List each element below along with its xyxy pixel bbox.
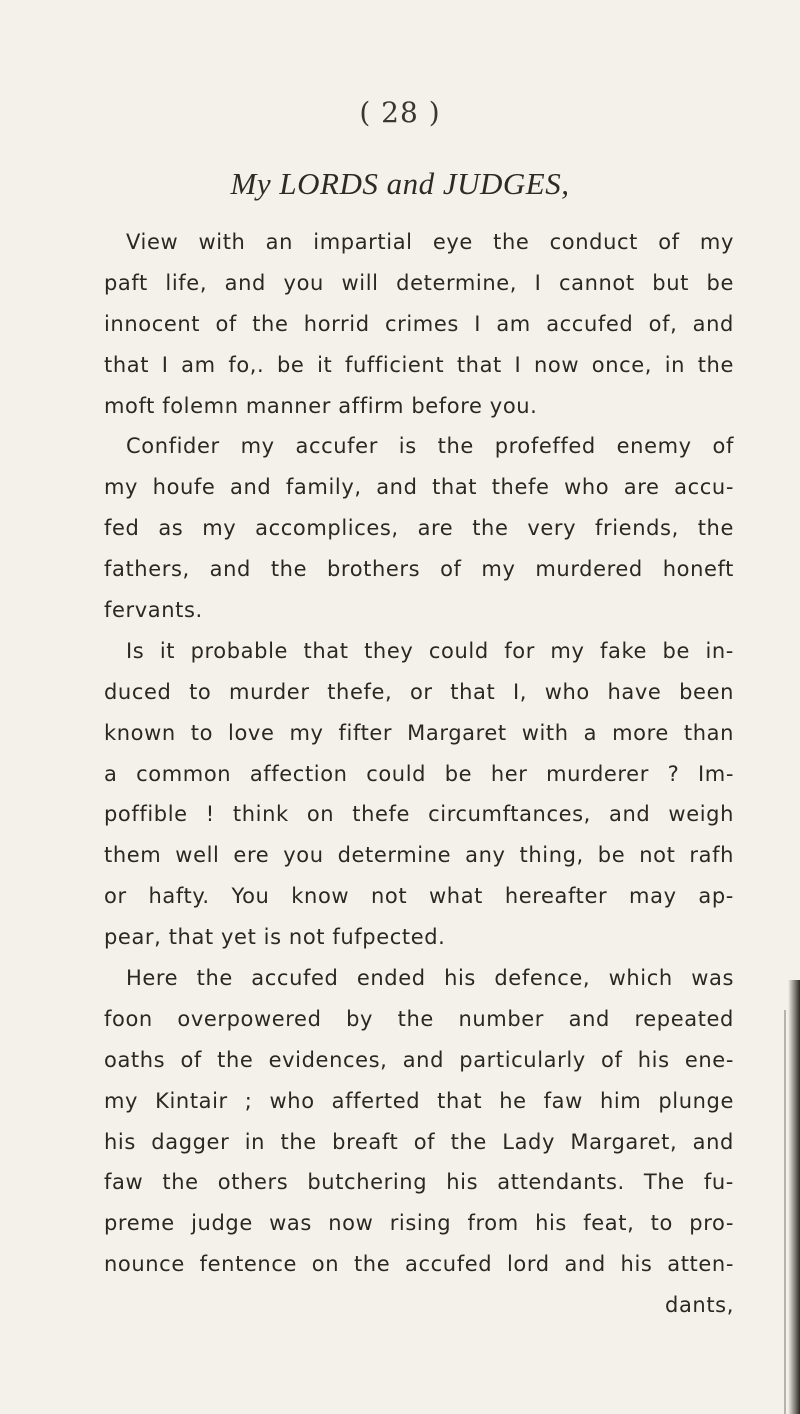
page-edge-shadow [788,980,800,1414]
text-line: fed as my accomplices, are the very friends, the [104,516,734,541]
text-line: innocent of the horrid crimes I am accufed of, and [104,311,734,336]
text-line: my Kintair ; who afferted that he faw him plunge [104,1088,734,1113]
text-line: pear, that yet is not fufpected. [104,925,446,950]
page-edge-line [784,1010,786,1414]
page-number: ( 28 ) [359,96,441,129]
text-line: nounce fentence on the accufed lord and his atten- [104,1252,734,1277]
catchword: dants, [665,1293,734,1318]
text-line: oaths of the evidences, and particularly of his ene- [104,1047,734,1072]
page-heading: My LORDS and JUDGES, [230,166,570,201]
text-line: Confider my accufer is the profeffed enemy of [126,434,734,459]
text-line: Is it probable that they could for my fake be in- [126,638,734,663]
text-line: a common affection could be her murderer ? Im- [104,761,734,786]
text-line: preme judge was now rising from his feat, to pro- [104,1211,734,1236]
body-text [104,222,734,1326]
text-line: fathers, and the brothers of my murdered honeft [104,557,734,582]
text-line: known to love my fifter Margaret with a more than [104,720,734,745]
text-line: them well ere you determine any thing, be not rafh [104,843,734,868]
text-line: my houfe and family, and that thefe who are accu- [104,475,734,500]
text-line: his dagger in the breaft of the Lady Margaret, and [104,1129,734,1154]
text-line: foon overpowered by the number and repeated [104,1006,734,1031]
text-line: Here the accufed ended his defence, which was [126,966,734,991]
text-line: paft life, and you will determine, I cannot but be [104,270,734,295]
text-line: that I am fo,. be it fufficient that I now once, in the [104,352,734,377]
text-line: poffible ! think on thefe circumftances, and weigh [104,802,734,827]
text-line: duced to murder thefe, or that I, who have been [104,679,734,704]
text-line: fervants. [104,598,203,623]
text-line: moft folemn manner affirm before you. [104,393,538,418]
text-line: faw the others butchering his attendants. The fu- [104,1170,734,1195]
text-line: View with an impartial eye the conduct of my [126,230,734,254]
text-line: or hafty. You know not what hereafter may ap- [104,884,734,909]
